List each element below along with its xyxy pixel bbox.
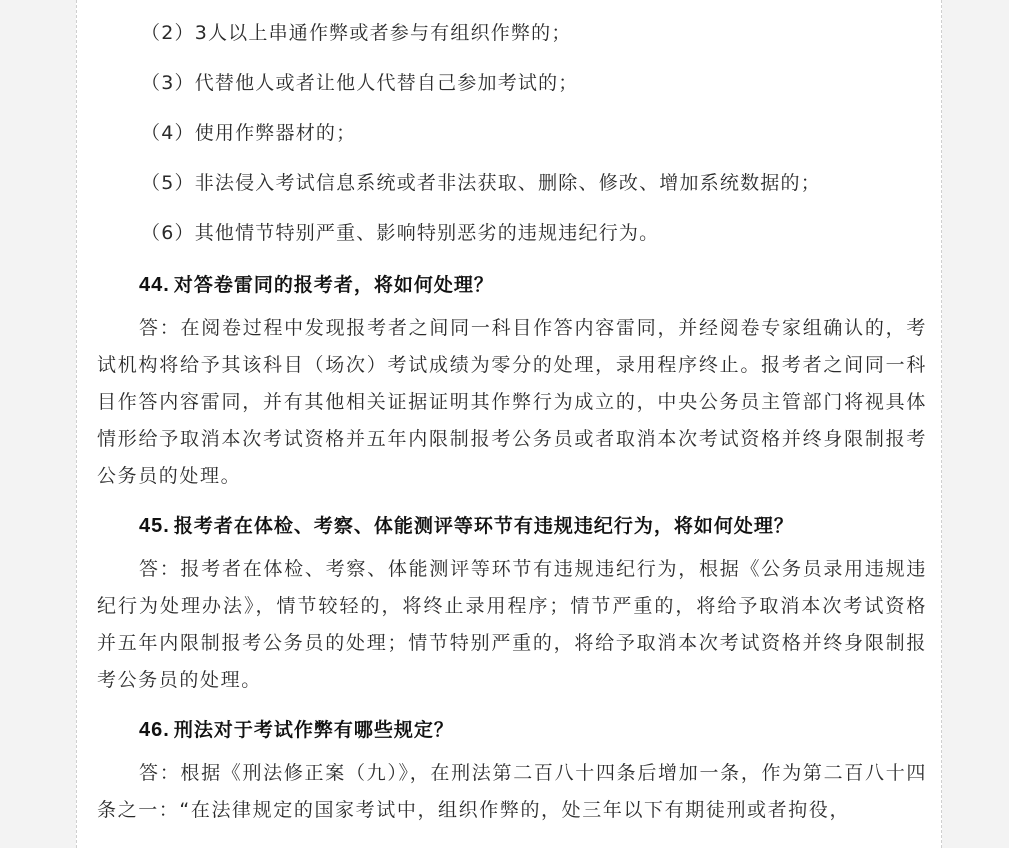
question-title: 对答卷雷同的报考者，将如何处理？ (173, 274, 494, 296)
list-item: （4）使用作弊器材的； (141, 122, 357, 144)
question-title: 刑法对于考试作弊有哪些规定？ (173, 719, 454, 741)
question-heading-45 (97, 511, 927, 541)
answer-paragraph-44: 答：在阅卷过程中发现报考者之间同一科目作答内容雷同，并经阅卷专家组确认的，考试机构将给予其该科目（场次）考试成绩为零分的处理，录用程序终止。报考者之间同一科目作答内容雷同，并有其他相关证据证明其作弊行为成立的，中央公务员主管部门将视具体情形给予取消本次考试资格并五年内限制报考公务员或者取消本次考试资格并终身限制报考公务员的处理。 (97, 317, 927, 487)
document-page (76, 0, 942, 848)
list-item: （3）代替他人或者让他人代替自己参加考试的； (141, 72, 579, 94)
question-heading-46 (97, 715, 927, 745)
list-item: （6）其他情节特别严重、影响特别恶劣的违规违纪行为。 (141, 222, 660, 244)
question-number: 46. (139, 719, 170, 741)
question-title: 报考者在体检、考察、体能测评等环节有违规违纪行为，将如何处理？ (173, 515, 794, 537)
list-item: （2）3人以上串通作弊或者参与有组织作弊的； (141, 22, 572, 44)
question-heading-44 (97, 270, 927, 300)
list-item: （5）非法侵入考试信息系统或者非法获取、删除、修改、增加系统数据的； (141, 172, 821, 194)
document-content (97, 0, 927, 835)
question-number: 44. (139, 274, 170, 296)
answer-paragraph-46: 答：根据《刑法修正案（九）》，在刑法第二百八十四条后增加一条，作为第二百八十四条之一：“在法律规定的国家考试中，组织作弊的，处三年以下有期徒刑或者拘役， (97, 762, 927, 821)
answer-paragraph-45: 答：报考者在体检、考察、体能测评等环节有违规违纪行为，根据《公务员录用违规违纪行为处理办法》，情节较轻的，将终止录用程序；情节严重的，将给予取消本次考试资格并五年内限制报考公务员的处理；情节特别严重的，将给予取消本次考试资格并终身限制报考公务员的处理。 (97, 558, 927, 691)
question-number: 45. (139, 515, 170, 537)
